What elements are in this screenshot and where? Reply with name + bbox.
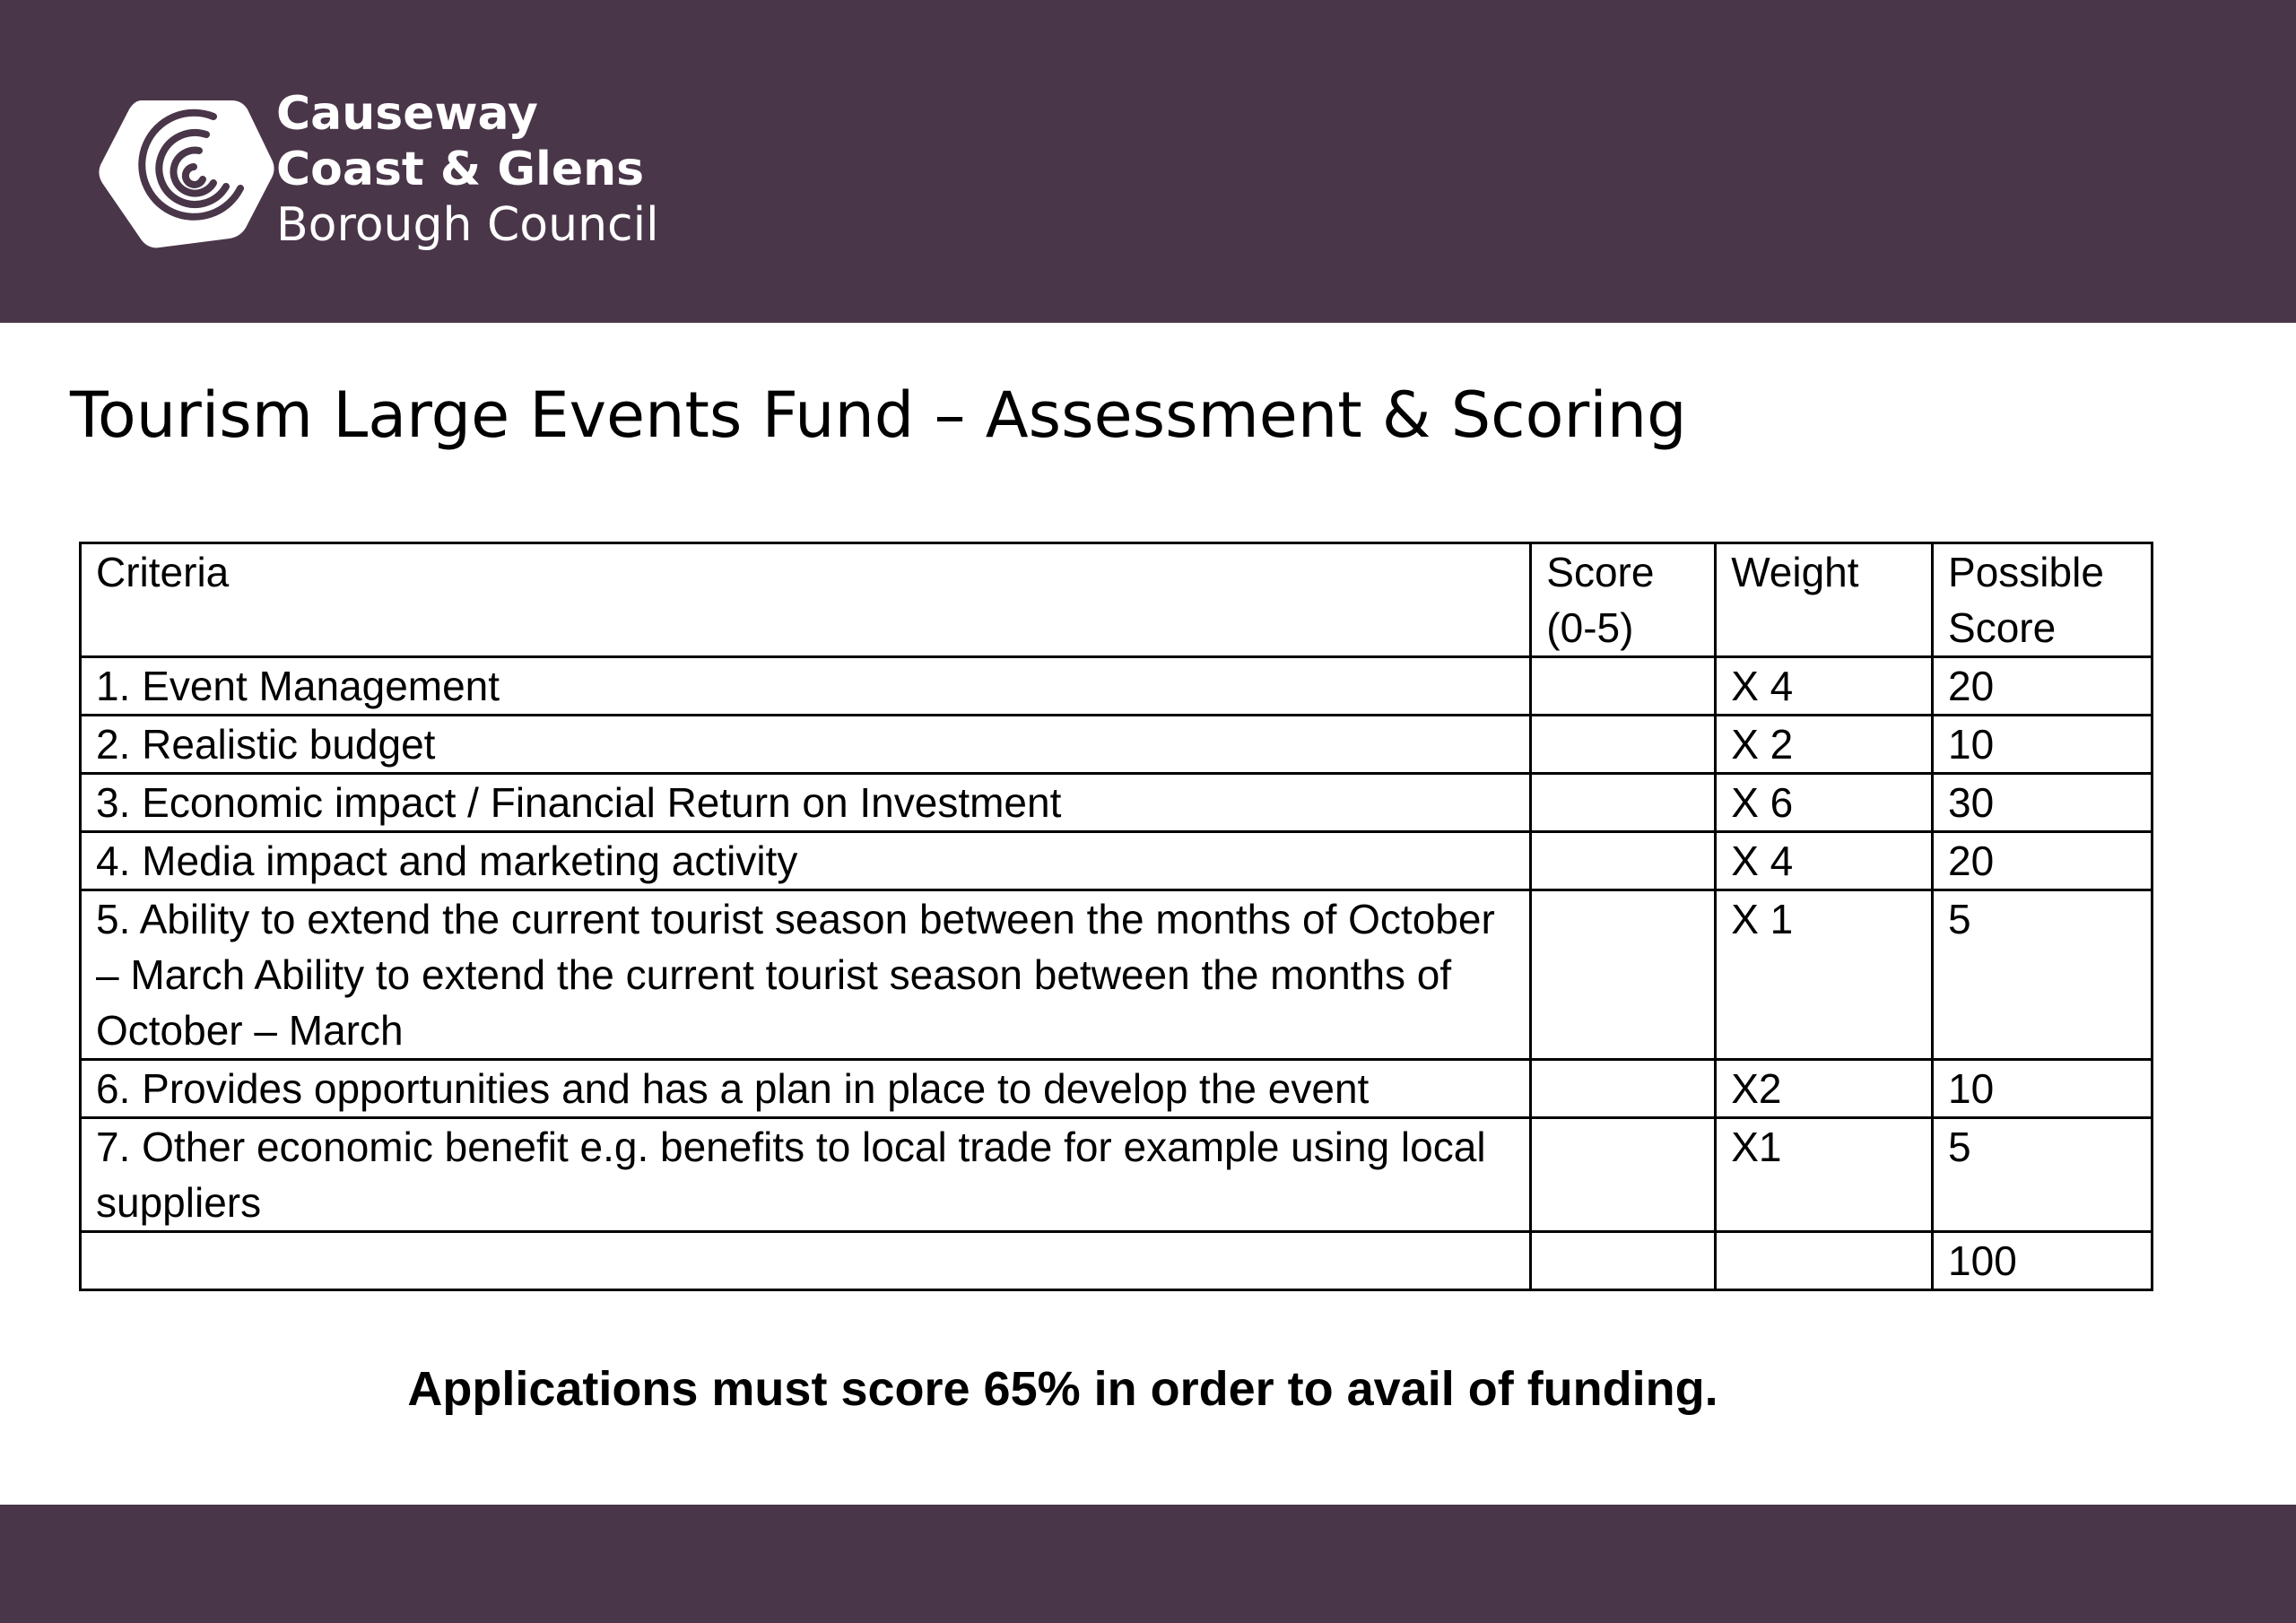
- weight-cell: X2: [1716, 1060, 1933, 1118]
- table-header-row: [81, 543, 2152, 657]
- possible-score-cell: 20: [1933, 657, 2152, 716]
- score-cell: [1531, 1118, 1716, 1232]
- criteria-cell: 1. Event Management: [81, 657, 1531, 716]
- possible-score-cell: 10: [1933, 1060, 2152, 1118]
- header-criteria: Criteria: [81, 543, 1531, 657]
- score-cell: [1531, 890, 1716, 1060]
- weight-cell: X1: [1716, 1118, 1933, 1232]
- header-weight: Weight: [1716, 543, 1933, 657]
- weight-cell: X 4: [1716, 657, 1933, 716]
- possible-score-cell: 20: [1933, 832, 2152, 890]
- logo-line-3: Borough Council: [276, 198, 659, 252]
- table-row: [81, 774, 2152, 832]
- total-empty-cell: [1716, 1232, 1933, 1290]
- logo-line-2: Coast & Glens: [276, 143, 645, 196]
- table-row: [81, 890, 2152, 1060]
- total-row: [81, 1232, 2152, 1290]
- council-name: [276, 86, 659, 253]
- criteria-cell: 2. Realistic budget: [81, 716, 1531, 774]
- weight-cell: X 2: [1716, 716, 1933, 774]
- possible-score-cell: 5: [1933, 890, 2152, 1060]
- table-row: [81, 1060, 2152, 1118]
- possible-score-cell: 30: [1933, 774, 2152, 832]
- score-cell: [1531, 774, 1716, 832]
- criteria-cell: 3. Economic impact / Financial Return on Investment: [81, 774, 1531, 832]
- header-band: [0, 0, 2296, 323]
- scoring-table: [79, 542, 2153, 1291]
- score-cell: [1531, 657, 1716, 716]
- header-score: Score (0-5): [1531, 543, 1716, 657]
- weight-cell: X 1: [1716, 890, 1933, 1060]
- criteria-cell: 4. Media impact and marketing activity: [81, 832, 1531, 890]
- score-cell: [1531, 832, 1716, 890]
- total-empty-cell: [81, 1232, 1531, 1290]
- council-logo-icon: [97, 93, 276, 250]
- table-row: [81, 657, 2152, 716]
- weight-cell: X 4: [1716, 832, 1933, 890]
- table-row: [81, 832, 2152, 890]
- score-cell: [1531, 716, 1716, 774]
- total-empty-cell: [1531, 1232, 1716, 1290]
- score-cell: [1531, 1060, 1716, 1118]
- page-title: Tourism Large Events Fund – Assessment & Scoring: [70, 378, 1687, 452]
- table-row: [81, 1118, 2152, 1232]
- criteria-cell: 5. Ability to extend the current tourist season between the months of October – March Ability to extend the current tourist season between the months of October – March: [81, 890, 1531, 1060]
- weight-cell: X 6: [1716, 774, 1933, 832]
- possible-score-cell: 5: [1933, 1118, 2152, 1232]
- table-row: [81, 716, 2152, 774]
- possible-score-cell: 10: [1933, 716, 2152, 774]
- footer-band: [0, 1505, 2296, 1623]
- criteria-cell: 6. Provides opportunities and has a plan in place to develop the event: [81, 1060, 1531, 1118]
- criteria-cell: 7. Other economic benefit e.g. benefits to local trade for example using local suppliers: [81, 1118, 1531, 1232]
- logo-line-1: Causeway: [276, 87, 538, 141]
- total-score-cell: 100: [1933, 1232, 2152, 1290]
- funding-notice: Applications must score 65% in order to avail of funding.: [407, 1362, 1718, 1416]
- header-possible-score: Possible Score: [1933, 543, 2152, 657]
